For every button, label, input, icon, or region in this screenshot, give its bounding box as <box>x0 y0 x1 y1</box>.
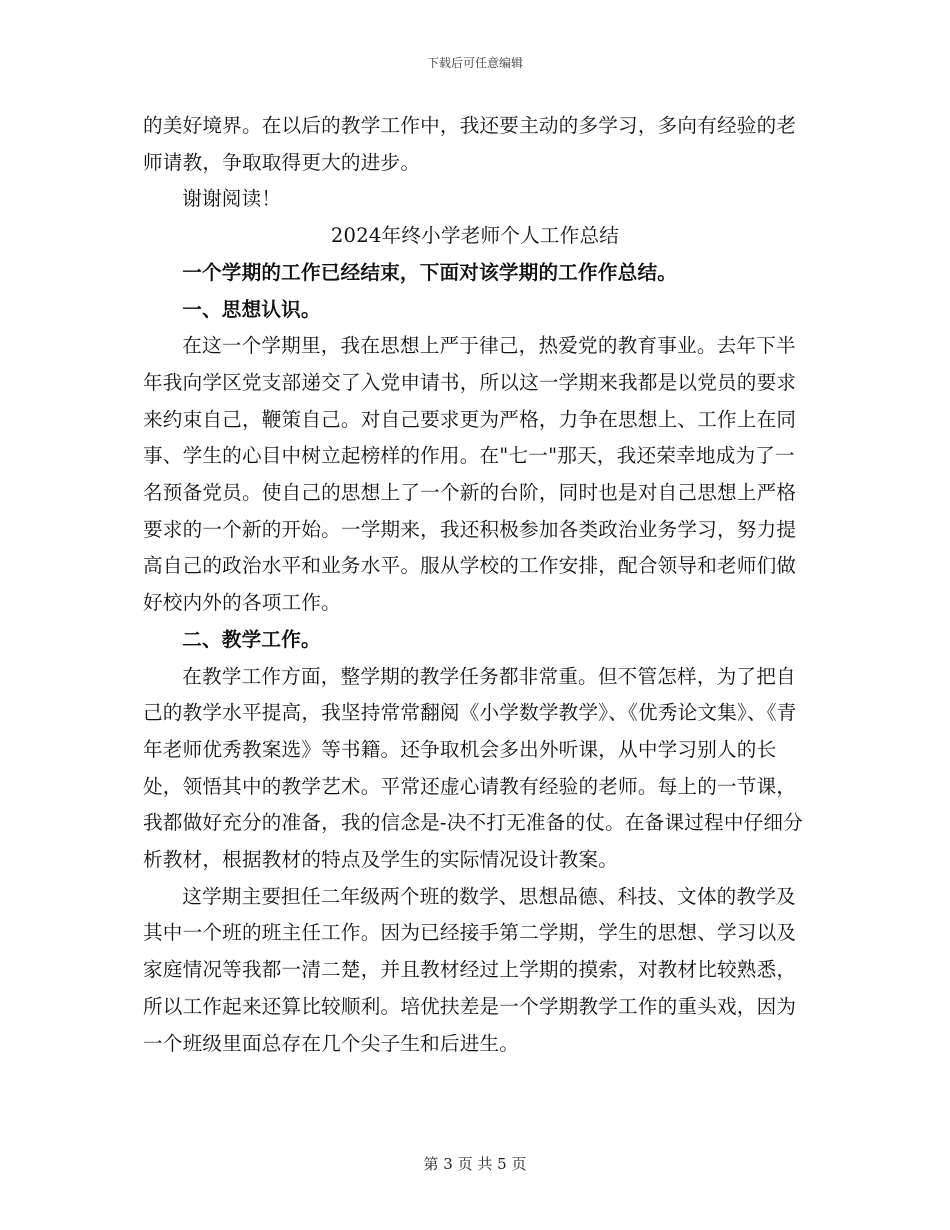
section-heading-teaching: 二、教学工作。 <box>182 627 321 651</box>
document-title: 2024年终小学老师个人工作总结 <box>330 224 620 248</box>
page-header: 下载后可任意编辑 <box>426 56 523 70</box>
paragraph-continuation: 的美好境界。在以后的教学工作中，我还要主动的多学习，多向有经验的老师请教，争取取得更大的进步。 <box>143 114 797 174</box>
paragraph-teaching: 在教学工作方面，整学期的教学任务都非常重。但不管怎样，为了把自己的教学水平提高，我坚持常常翻阅《小学数学教学》、《优秀论文集》、《青年老师优秀教案选》等书籍。还争取机会多出外听课，从中学习别人的长处，领悟其中的教学艺术。平常还虚心请教有经验的老师。每上的一节课，我都做好充分的准备，我的信念是-决不打无准备的仗。在备课过程中仔细分析教材，根据教材的特点及学生的实际情况设计教案。 <box>143 664 804 872</box>
intro-paragraph: 一个学期的工作已经结束，下面对该学期的工作作总结。 <box>182 260 678 284</box>
paragraph-duties: 这学期主要担任二年级两个班的数学、思想品德、科技、文体的教学及其中一个班的班主任工作。因为已经接手第二学期，学生的思想、学习以及家庭情况等我都一清二楚，并且教材经过上学期的摸索，对教材比较熟悉，所以工作起来还算比较顺利。培优扶差是一个学期教学工作的重头戏，因为一个班级里面总存在几个尖子生和后进生。 <box>143 884 797 1055</box>
document-body <box>143 108 807 1062</box>
page-number: 第 3 页 共 5 页 <box>423 1155 527 1173</box>
paragraph-thanks: 谢谢阅读！ <box>182 187 282 211</box>
section-heading-thought: 一、思想认识。 <box>182 297 321 321</box>
paragraph-thought: 在这一个学期里，我在思想上严于律己，热爱党的教育事业。去年下半年我向学区党支部递交了入党申请书，所以这一学期来我都是以党员的要求来约束自己，鞭策自己。对自己要求更为严格，力争在思想上、工作上在同事、学生的心目中树立起榜样的作用。在"七一"那天，我还荣幸地成为了一名预备党员。使自己的思想上了一个新的台阶，同时也是对自己思想上严格要求的一个新的开始。一学期来，我还积极参加各类政治业务学习，努力提高自己的政治水平和业务水平。服从学校的工作安排，配合领导和老师们做好校内外的各项工作。 <box>143 334 797 615</box>
